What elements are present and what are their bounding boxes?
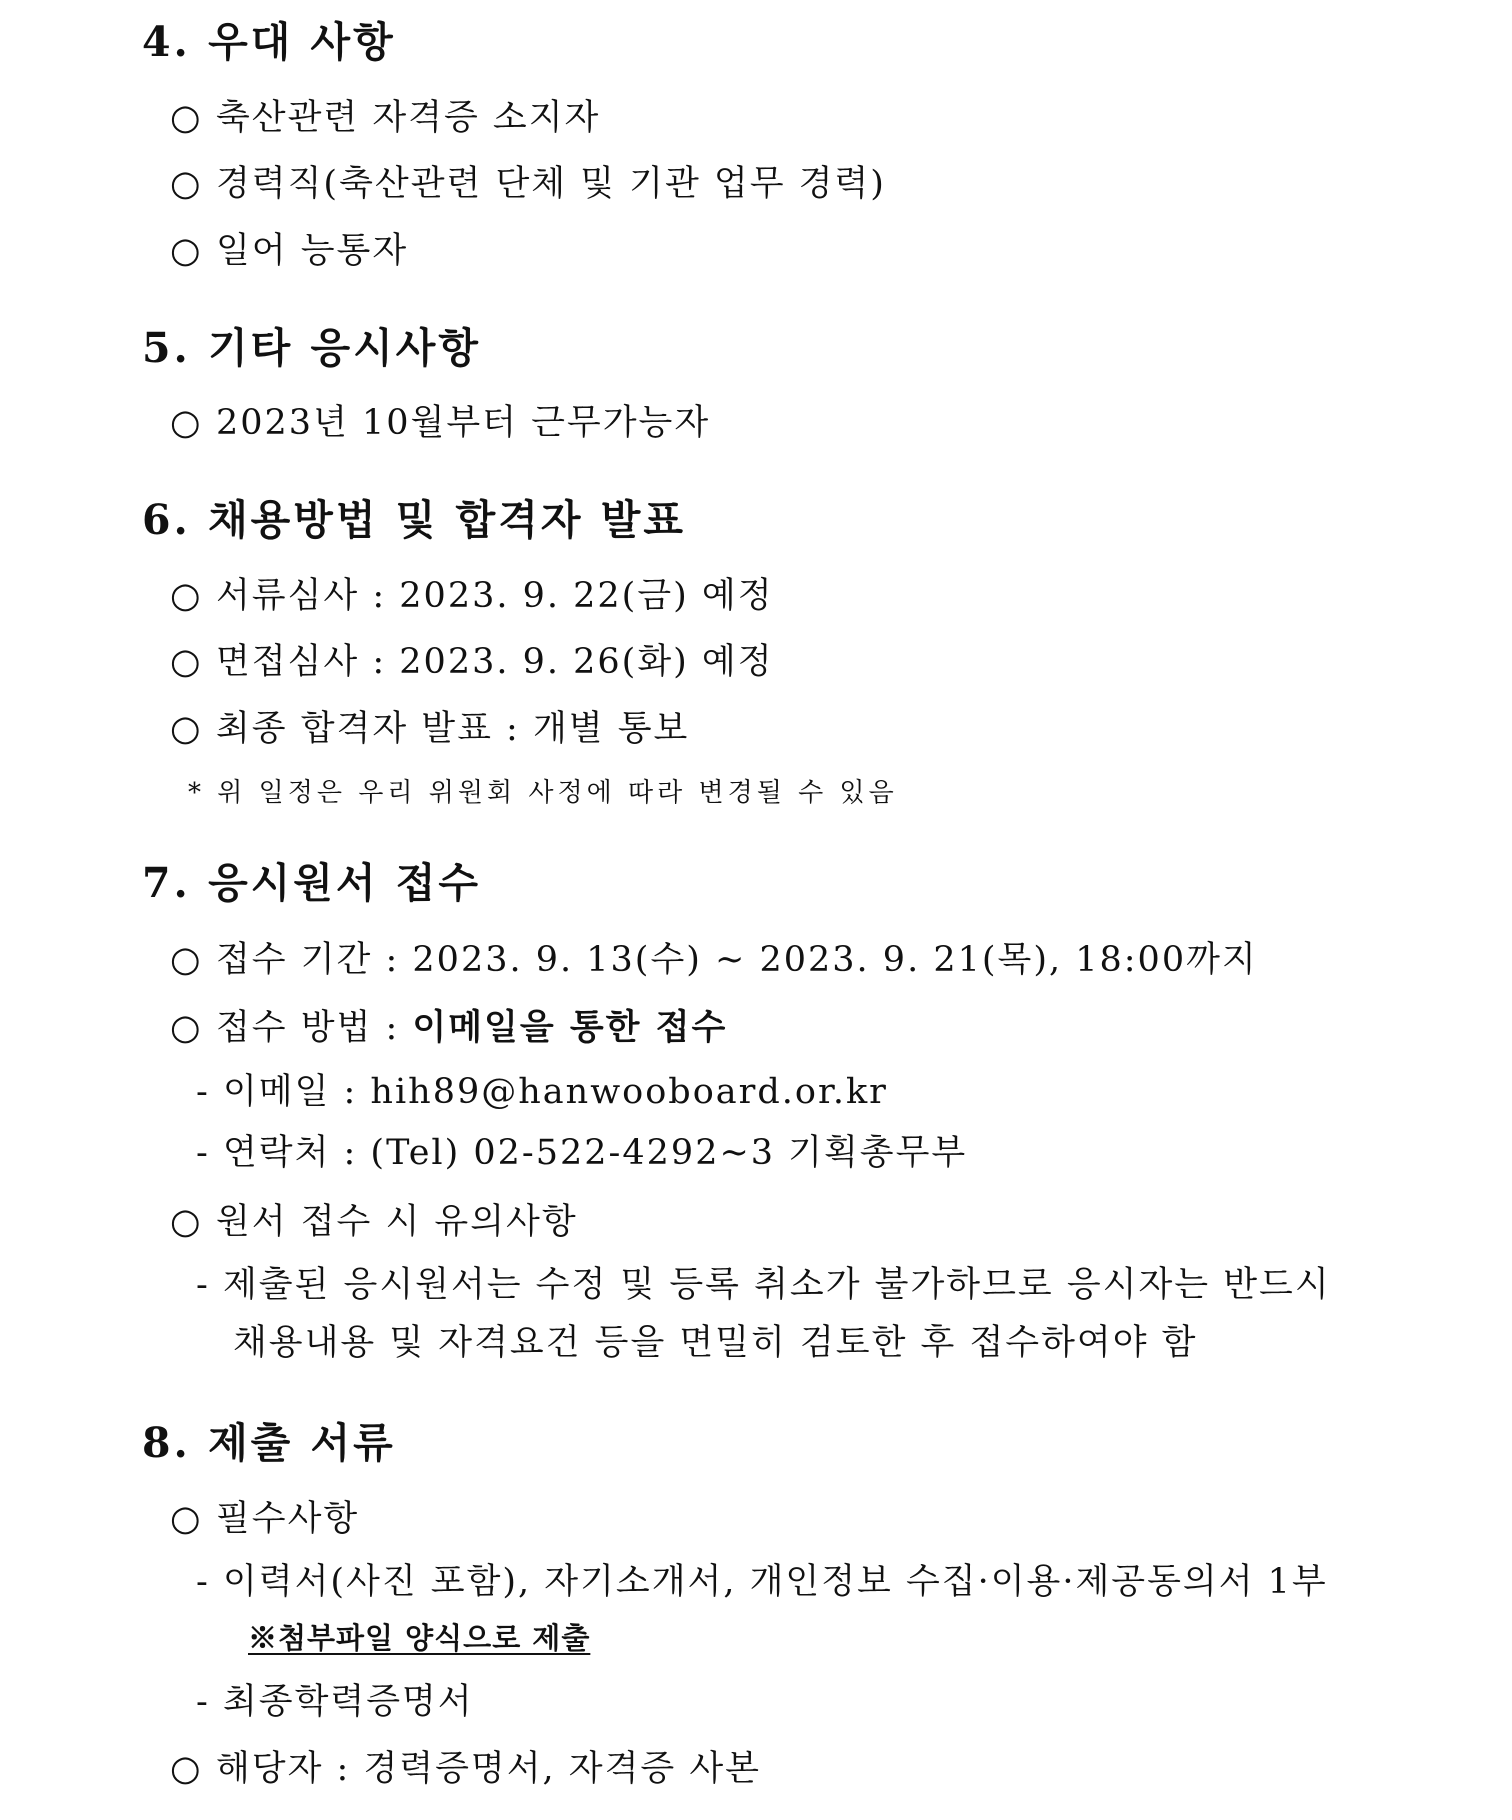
- section-6-heading: 6. 채용방법 및 합격자 발표: [142, 496, 686, 544]
- list-item: ○ 축산관련 자격증 소지자: [170, 101, 600, 136]
- caution-line-continued: 채용내용 및 자격요건 등을 면밀히 검토한 후 접수하여야 함: [233, 1323, 1198, 1363]
- caution-line: - 제출된 응시원서는 수정 및 등록 취소가 불가하므로 응시자는 반드시: [196, 1265, 1331, 1305]
- receipt-period: ○ 접수 기간 : 2023. 9. 13(수) ~ 2023. 9. 21(목), 18:00까지: [170, 943, 1258, 978]
- list-item: ○ 일어 능통자: [170, 234, 408, 269]
- section-5-heading: 5. 기타 응시사항: [142, 324, 481, 372]
- receipt-method-label: 접수 방법 :: [216, 1008, 413, 1048]
- attachment-note: ※첨부파일 양식으로 제출: [248, 1621, 591, 1655]
- receipt-method: [170, 1007, 728, 1048]
- contact-line: - 연락처 : (Tel) 02-522-4292~3 기획총무부: [196, 1133, 968, 1173]
- applicable-documents: ○ 해당자 : 경력증명서, 자격증 사본: [170, 1752, 761, 1787]
- schedule-note: * 위 일정은 우리 위원회 사정에 따라 변경될 수 있음: [188, 778, 898, 808]
- list-item: ○ 2023년 10월부터 근무가능자: [170, 406, 710, 441]
- list-item: ○ 서류심사 : 2023. 9. 22(금) 예정: [170, 579, 774, 614]
- receipt-method-value: 이메일을 통한 접수: [412, 1007, 728, 1048]
- section-4-heading: 4. 우대 사항: [142, 18, 396, 66]
- caution-title: ○ 원서 접수 시 유의사항: [170, 1205, 578, 1240]
- education-certificate: - 최종학력증명서: [196, 1682, 474, 1722]
- list-item: ○ 경력직(축산관련 단체 및 기관 업무 경력): [170, 167, 886, 202]
- section-8-heading: 8. 제출 서류: [142, 1419, 396, 1467]
- required-documents: - 이력서(사진 포함), 자기소개서, 개인정보 수집·이용·제공동의서 1부: [196, 1562, 1328, 1602]
- list-item: ○ 최종 합격자 발표 : 개별 통보: [170, 712, 689, 747]
- list-item: ○ 면접심사 : 2023. 9. 26(화) 예정: [170, 645, 774, 680]
- email-line: - 이메일 : hih89@hanwooboard.or.kr: [196, 1072, 888, 1112]
- section-7-heading: 7. 응시원서 접수: [142, 859, 481, 907]
- required-title: ○ 필수사항: [170, 1502, 359, 1537]
